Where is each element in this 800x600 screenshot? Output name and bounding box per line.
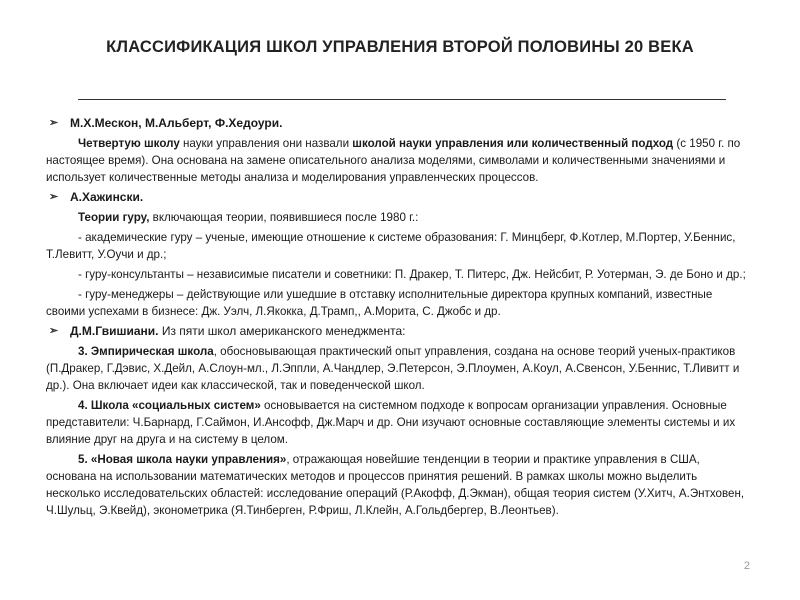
- bullet-heading: М.Х.Мескон, М.Альберт, Ф.Хедоури.: [70, 116, 283, 130]
- paragraph-new-management-science: [46, 451, 750, 519]
- text: (с 1950 г. по настоящее время). Она основана на замене описательного анализа моделями, символами и количественными значениями и использует количественные методы анализа и моделирования управленческих процессов.: [46, 137, 741, 184]
- list-item-consultant-guru: - гуру-консультанты – независимые писатели и советники: П. Дракер, Т. Питерс, Дж. Нейсбит, Р. Уотерман, Э. де Боно и др.;: [78, 268, 746, 281]
- bullet-heading-rest: Из пяти школ американского менеджмента:: [158, 324, 406, 338]
- bold-text: Теории гуру,: [78, 211, 150, 224]
- bullet-hazhinski: [46, 189, 750, 206]
- text: , обосновывающая практический опыт управления, создана на основе теорий ученых-практиков (П.Дракер, Г.Дэвис, Х.Дейл, А.Слоун-мл., Л.Эппли, А.Чандлер, Э.Петерсон, Э.Плоумен, А.Коул, А.Свенсон, У.Беннис, Т.Ливитт и др.). Она включает идеи как классической, так и поведенческой школ.: [46, 345, 740, 392]
- arrow-bullet-icon: ➢: [49, 117, 59, 129]
- paragraph-social-systems-school: [46, 397, 750, 448]
- page-number: 2: [743, 560, 750, 572]
- bold-text: школой науки управления или количественный подход: [352, 137, 674, 150]
- list-item-manager-guru: - гуру-менеджеры – действующие или ушедшие в отставку исполнительные директора крупных компаний, известные своими успехами в бизнесе: Дж. Уэлч, Л.Якокка, Д.Трамп,, А.Морита, С. Джобс и др.: [46, 288, 713, 318]
- bullet-heading: Д.М.Гвишиани.: [70, 324, 159, 338]
- bold-text: Четвертую школу: [78, 137, 180, 150]
- text: включающая теории, появившиеся после 1980 г.:: [149, 211, 419, 224]
- arrow-bullet-icon: ➢: [49, 191, 59, 203]
- text: науки управления они назвали: [179, 137, 353, 150]
- paragraph-empirical-school: [46, 343, 750, 394]
- page-title: КЛАССИФИКАЦИЯ ШКОЛ УПРАВЛЕНИЯ ВТОРОЙ ПОЛОВИНЫ 20 ВЕКА: [106, 38, 694, 56]
- bold-text: 5. «Новая школа науки управления»: [78, 453, 287, 466]
- arrow-bullet-icon: ➢: [49, 325, 59, 337]
- slide-content: [46, 114, 750, 522]
- bullet-gvishiani: [46, 323, 750, 340]
- paragraph-guru-theories: [46, 209, 750, 226]
- text: , отражающая новейшие тенденции в теории и практике управления в США, основана на использовании математических методов и процессов принятия решений. В рамках школы можно выделить несколько исследовательских областей: исследование операций (Р.Акофф, Д.Экман), общая теория систем (У.Хитч, А.Энтховен, Ч.Шульц, Э.Квейд), эконометрика (Я.Тинберген, Р.Фриш, Л.Клейн, А.Гольдбергер, В.Леонтьев).: [46, 453, 745, 517]
- bold-text: 3. Эмпирическая школа: [78, 345, 214, 358]
- title-underline: [78, 99, 726, 100]
- list-item-academic-guru: - академические гуру – ученые, имеющие отношение к системе образования: Г. Минцберг, Ф.Котлер, М.Портер, У.Беннис, Т.Левитт, У.Оучи и др.;: [46, 231, 736, 261]
- text: основывается на системном подходе к вопросам организации управления. Основные представители: Ч.Барнард, Г.Саймон, И.Ансофф, Дж.Марч и др. Они изучают основные составляющие элементы системы и их влияние друг на друга и на систему в целом.: [46, 399, 736, 446]
- bullet-meskon: [46, 115, 750, 132]
- bold-text: 4. Школа «социальных систем»: [78, 399, 261, 412]
- paragraph-meskon: [46, 135, 750, 186]
- bullet-heading: А.Хажински.: [70, 190, 144, 204]
